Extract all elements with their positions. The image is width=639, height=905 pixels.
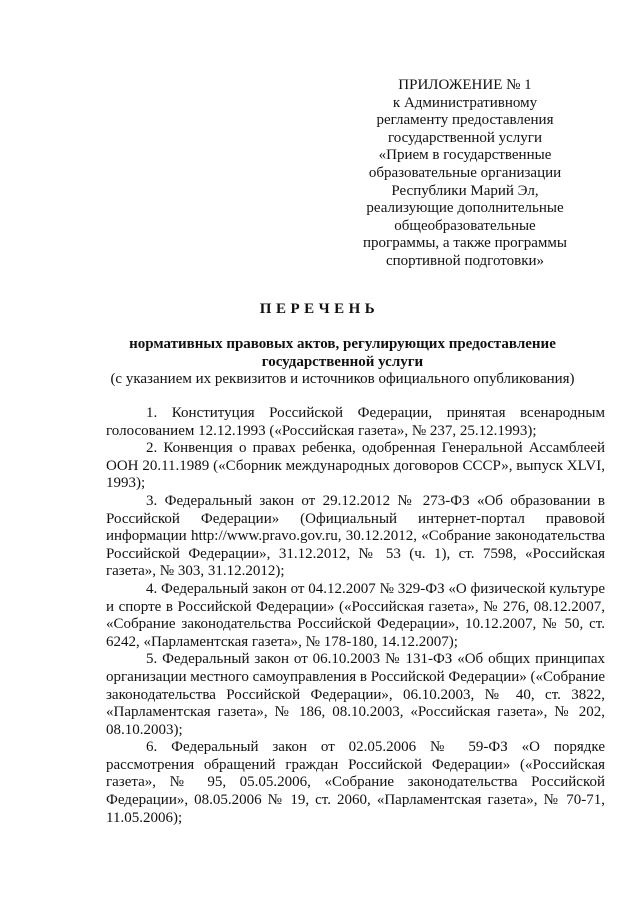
document-subtitle — [80, 336, 605, 389]
appendix-line: к Административному — [392, 94, 538, 111]
list-item: 6. Федеральный закон от 02.05.2006 № 59-ФЗ «О порядке рассмотрения обращений граждан Российской Федерации» («Российская газета», № 95, 05.05.2006, «Собрание законодательства Российской Федерации», 08.05.2006 № 19, ст. 2060, «Парламентская газета», № 70-71, 11.05.2006); — [106, 739, 605, 826]
appendix-line: государственной услуги — [388, 129, 542, 146]
document-title: ПЕРЕЧЕНЬ — [259, 301, 380, 317]
list-item: 5. Федеральный закон от 06.10.2003 № 131-ФЗ «Об общих принципах организации местного самоуправления в Российской Федерации» («Собрание законодательства Российской Федерации», 06.10.2003, № 40, ст. 3822, «Парламентская газета», № 186, 08.10.2003, «Российская газета», № 202, 08.10.2003); — [106, 651, 606, 738]
appendix-line: спортивной подготовки» — [385, 252, 545, 269]
appendix-line: программы, а также программы — [363, 235, 567, 252]
appendix-line: «Прием в государственные — [378, 147, 552, 164]
appendix-line: регламенту предоставления — [376, 112, 554, 129]
appendix-line: образовательные организации — [368, 164, 562, 181]
subtitle-line: государственной услуги — [261, 353, 424, 370]
list-item: 1. Конституция Российской Федерации, принятая всенародным голосованием 12.12.1993 («Российская газета», № 237, 25.12.1993); — [106, 405, 605, 439]
appendix-header — [360, 77, 570, 271]
appendix-line: общеобразовательные — [394, 217, 536, 234]
appendix-line: реализующие дополнительные — [366, 200, 564, 217]
list-item: 3. Федеральный закон от 29.12.2012 № 273-ФЗ «Об образовании в Российской Федерации» (Официальный интернет-портал правовой информации http://www.pravo.gov.ru, 30.12.2012, «Собрание законодательства Российской Федерации», 31.12.2012, № 53 (ч. 1), ст. 7598, «Российская газета», № 303, 31.12.2012); — [106, 492, 605, 580]
appendix-line: Республики Марий Эл, — [391, 182, 539, 199]
subtitle-line: нормативных правовых актов, регулирующих предоставление — [129, 336, 556, 352]
appendix-line: ПРИЛОЖЕНИЕ № 1 — [398, 77, 532, 93]
subtitle-note: (с указанием их реквизитов и источников официального опубликования) — [110, 371, 575, 388]
list-item: 4. Федеральный закон от 04.12.2007 № 329-ФЗ «О физической культуре и спорте в Российской Федерации» («Российская газета», № 276, 08.12.2007, «Собрание законодательства Российской Федерации», 10.12.2007, № 50, ст. 6242, «Парламентская газета», № 178-180, 14.12.2007); — [106, 580, 605, 650]
list-item: 2. Конвенция о правах ребенка, одобренная Генеральной Ассамблеей ООН 20.11.1989 («Сборник международных договоров СССР», выпуск XLVI, 1993); — [106, 440, 605, 492]
acts-list — [106, 405, 605, 827]
